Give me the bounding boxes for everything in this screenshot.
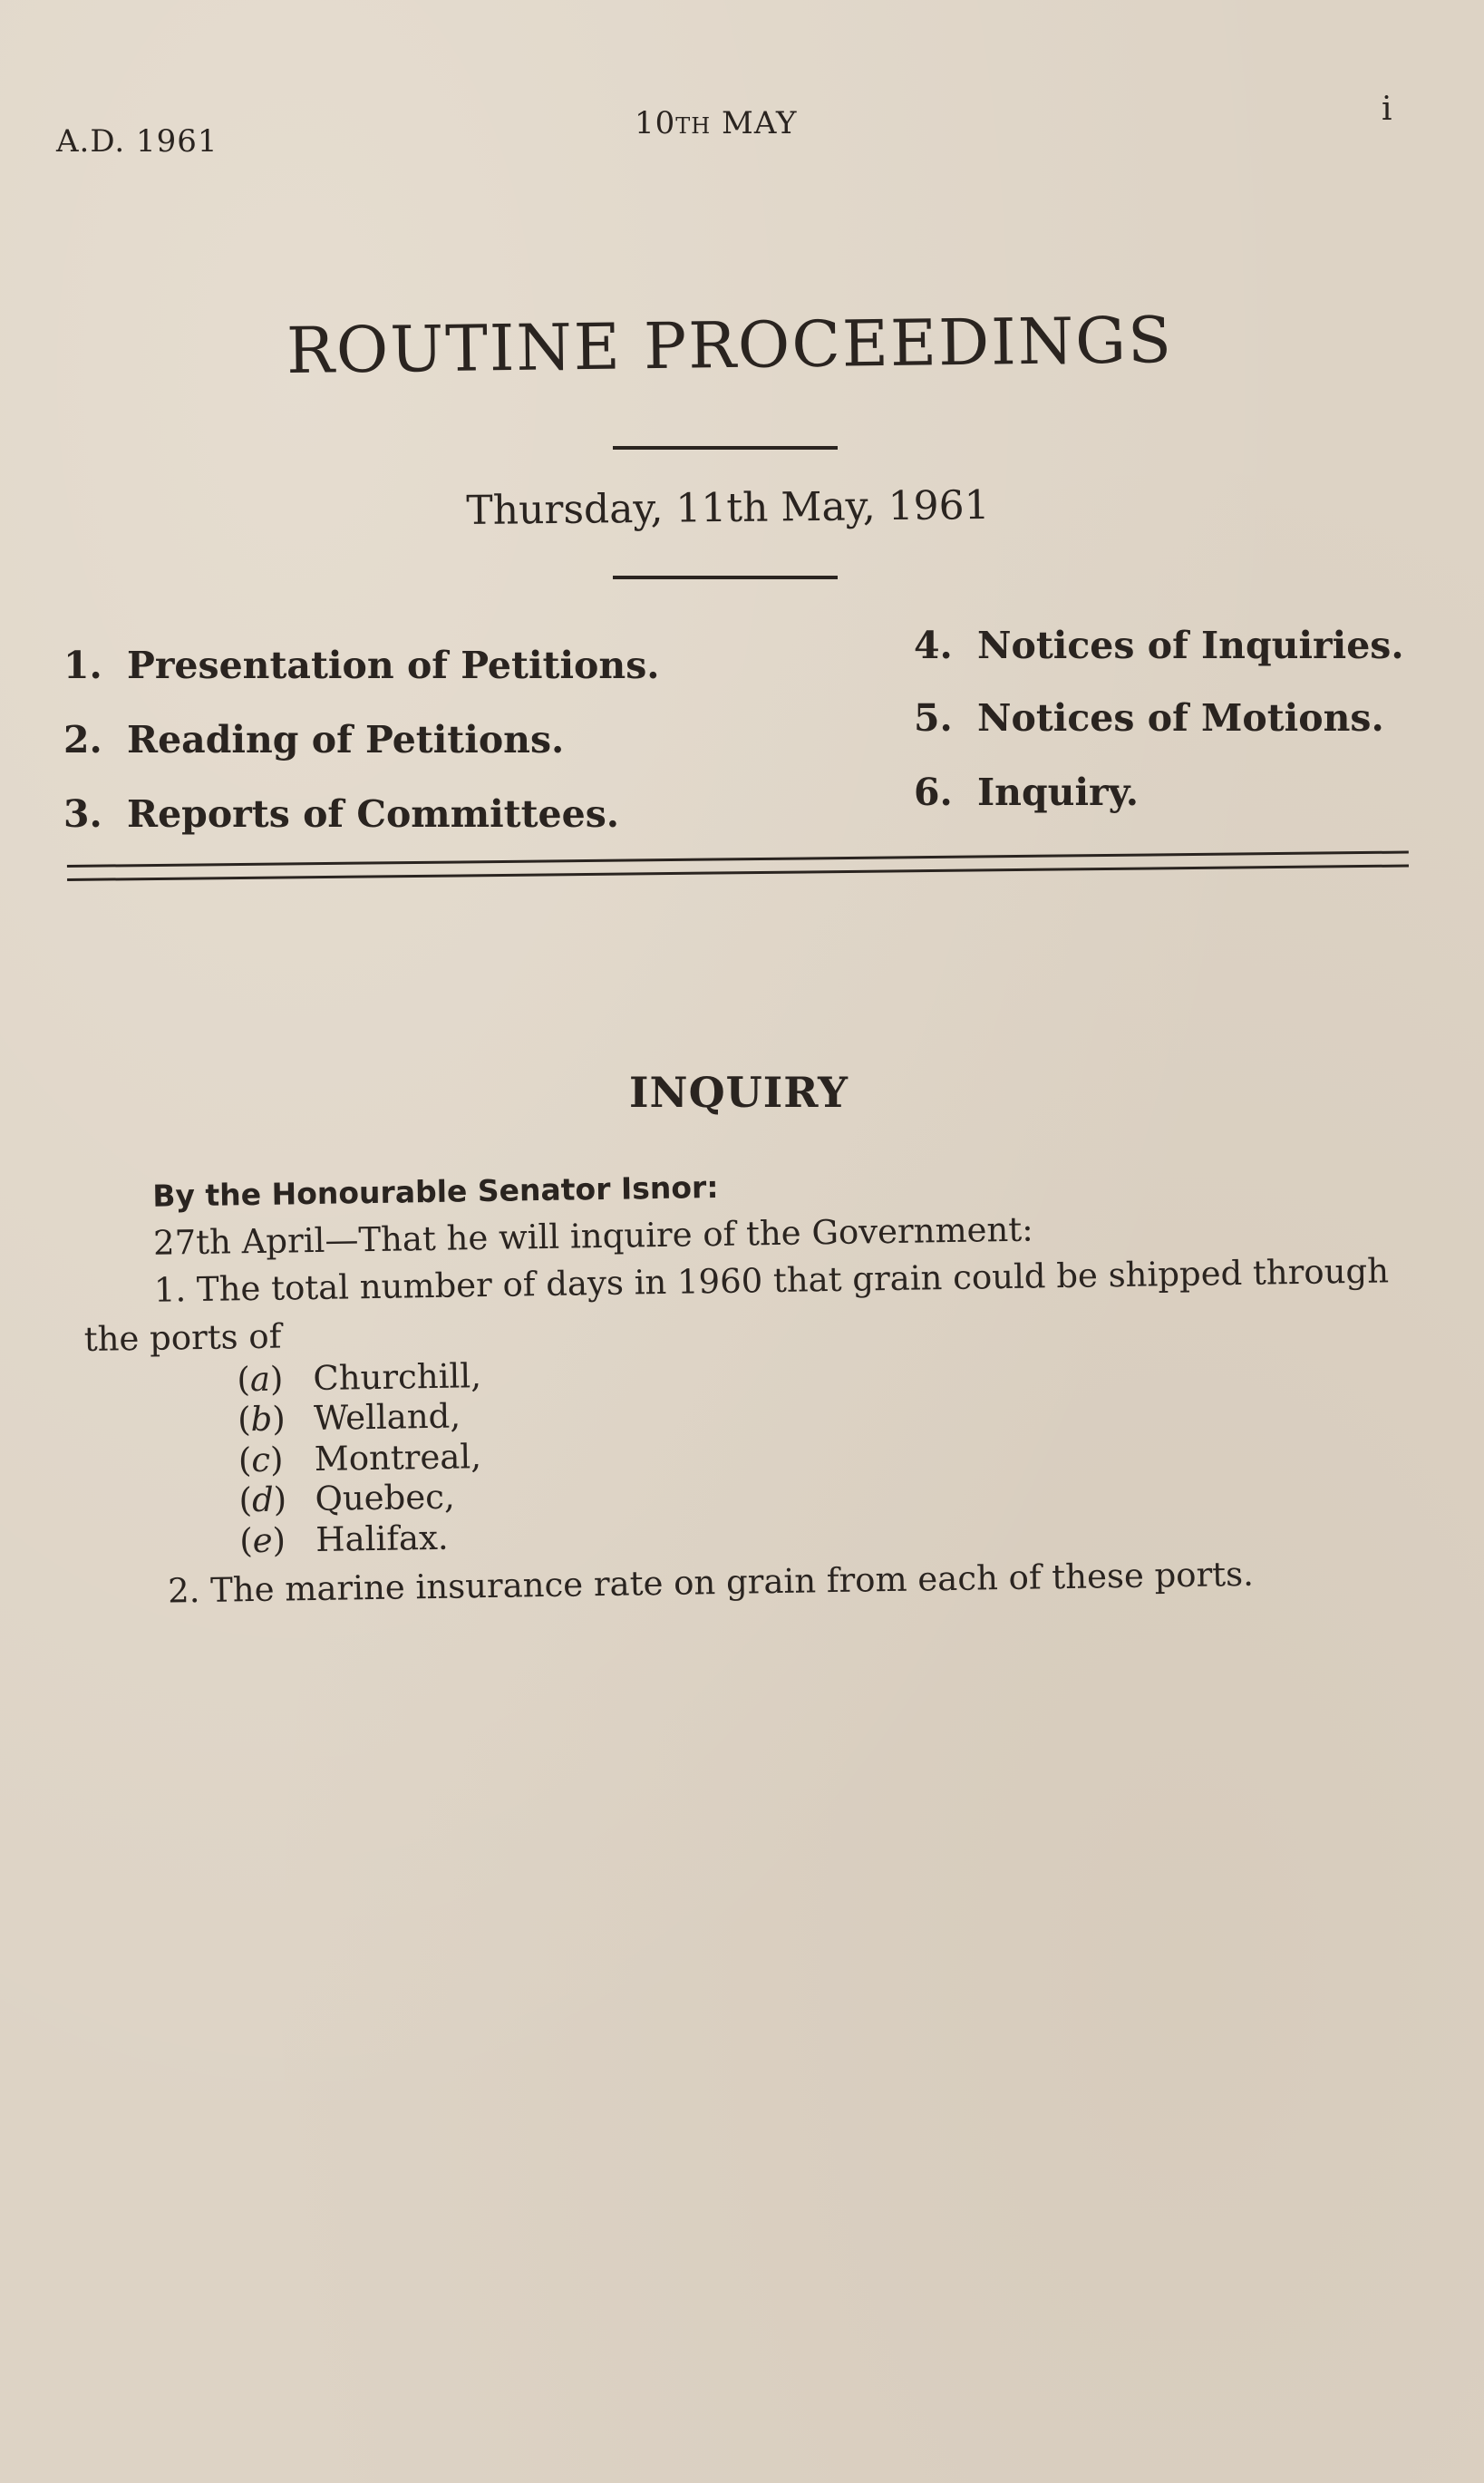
- agenda-item-number: 5.: [914, 696, 953, 740]
- port-letter: a: [249, 1359, 271, 1399]
- inquiry-item-2: 2. The marine insurance rate on grain from each of these ports.: [167, 1555, 1255, 1611]
- port-name: Quebec,: [315, 1477, 455, 1519]
- port-letter: c: [250, 1440, 271, 1479]
- agenda-item: [914, 696, 1384, 740]
- ports-list: [237, 1342, 1429, 1560]
- port-name: Welland,: [313, 1396, 461, 1439]
- title-divider-top: [613, 446, 838, 450]
- senator-by-line: By the Honourable Senator Isnor:: [151, 1169, 719, 1214]
- header-date-month: MAY: [722, 105, 798, 141]
- port-item: (a) Churchill,: [237, 1355, 482, 1399]
- port-item: (d) Quebec,: [238, 1477, 455, 1520]
- port-letter: e: [252, 1520, 273, 1560]
- agenda-item: [63, 644, 660, 687]
- section-double-rule: [67, 851, 1409, 881]
- header-year: A.D. 1961: [56, 123, 218, 160]
- page-title: ROUTINE PROCEEDINGS: [286, 303, 1174, 388]
- port-item: (e) Halifax.: [238, 1518, 449, 1561]
- port-letter: d: [251, 1479, 275, 1520]
- inquiry-heading: INQUIRY: [629, 1068, 849, 1117]
- agenda-item-label: Reports of Committees.: [127, 792, 620, 836]
- header-date: [635, 105, 797, 141]
- agenda-item-number: 1.: [63, 644, 102, 687]
- inquiry-item-1: 1. The total number of days in 1960 that grain could be shipped through: [153, 1251, 1390, 1311]
- inquiry-body: [82, 1159, 1430, 1613]
- port-name: Montreal,: [314, 1436, 482, 1479]
- agenda-item-label: Reading of Petitions.: [127, 718, 565, 761]
- agenda-item-label: Notices of Motions.: [977, 696, 1384, 740]
- port-item: (c) Montreal,: [238, 1436, 482, 1479]
- page-subtitle-date: Thursday, 11th May, 1961: [466, 481, 990, 535]
- agenda-item: [914, 771, 1139, 814]
- agenda-item-number: 6.: [914, 771, 953, 814]
- header-date-suffix: TH: [675, 113, 712, 139]
- port-item: (b) Welland,: [237, 1396, 461, 1440]
- port-name: Churchill,: [313, 1355, 482, 1398]
- page-number: i: [1382, 91, 1392, 128]
- agenda-item: [63, 718, 564, 761]
- header-date-day: 10: [635, 105, 676, 141]
- inquiry-intro: 27th April—That he will inquire of the Government:: [152, 1209, 1033, 1263]
- port-name: Halifax.: [315, 1518, 449, 1559]
- agenda-item: [63, 792, 619, 836]
- agenda-item-number: 3.: [63, 792, 102, 836]
- agenda-item-label: Notices of Inquiries.: [977, 624, 1404, 667]
- agenda-item-label: Inquiry.: [977, 771, 1140, 814]
- agenda-item-number: 4.: [914, 624, 953, 667]
- port-letter: b: [250, 1399, 273, 1440]
- agenda-item-label: Presentation of Petitions.: [127, 644, 660, 687]
- agenda-item: [914, 624, 1404, 667]
- agenda-item-number: 2.: [63, 718, 102, 761]
- title-divider-bottom: [613, 576, 838, 579]
- inquiry-item-1-continued: the ports of: [83, 1316, 282, 1360]
